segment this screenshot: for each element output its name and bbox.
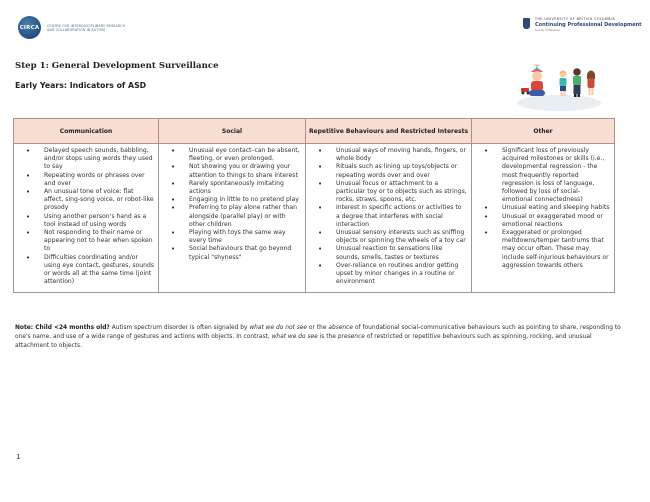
standing-child-girl-icon xyxy=(587,71,595,96)
list-item: • Unusual sensory interests such as sniffing objects or spinning the wheels of a toy car xyxy=(308,229,467,245)
social-cell xyxy=(159,144,306,293)
communication-cell xyxy=(14,144,159,293)
list-item: • Rituals such as lining up toys/objects or repeating words over and over xyxy=(308,163,467,179)
page-subtitle: Early Years: Indicators of ASD xyxy=(15,81,147,90)
note-text: or the xyxy=(307,325,329,331)
social-list xyxy=(161,147,301,262)
column-header-social: Social xyxy=(159,119,306,144)
list-item: • Playing with toys the same way every time xyxy=(161,229,301,245)
circa-line1: CENTRE FOR INTERDISCIPLINARY RESEARCH xyxy=(47,23,126,28)
list-item: • Unusual focus or attachment to a particular toy or to objects such as strings, rocks, straws, spoons, etc. xyxy=(308,180,467,205)
note-emphasis: absence xyxy=(328,325,354,331)
note-emphasis: what we do not see xyxy=(249,325,308,331)
list-item: • Difficulties coordinating and/or using eye contact, gestures, sounds or words all at the same time (joint attention) xyxy=(16,254,154,287)
note-label: Note: Child <24 months old? xyxy=(15,325,110,331)
list-item: • Significant loss of previously acquired milestones or skills (i.e., developmental regression - the most frequently reported regression is loss of language, followed by loss of social-emotional connectedness) xyxy=(474,147,610,204)
note-emphasis: presence xyxy=(337,334,365,341)
note-text: of foundational social-communicative behaviours such as pointing to share, responding to one's name, and use of a wide range of gestures and actions with objects. In contrast, xyxy=(15,325,621,341)
ubc-logo-text xyxy=(535,17,642,32)
other-list xyxy=(474,147,610,270)
repetitive-list xyxy=(308,147,467,286)
list-item: • Unusual or exaggerated mood or emotional reactions xyxy=(474,213,610,229)
note-emphasis: what we do see xyxy=(271,334,318,341)
communication-list xyxy=(16,147,154,286)
children-playing-illustration xyxy=(511,64,603,112)
list-item: • Unusual eye contact–can be absent, fleeting, or even prolonged. xyxy=(161,147,301,163)
list-item: • Social behaviours that go beyond typical "shyness" xyxy=(161,245,301,261)
list-item: • Over-reliance on routines and/or getting upset by minor changes in a routine or environment xyxy=(308,262,467,287)
circa-logo-block xyxy=(18,16,125,39)
asd-indicators-table xyxy=(13,118,615,293)
list-item: • Unusual reaction to sensations like sounds, smells, tastes or textures xyxy=(308,245,467,261)
list-item: • Unusual eating and sleeping habits xyxy=(474,204,610,212)
ubc-line3: Faculty of Medicine xyxy=(535,29,560,32)
list-item: • Not showing you or drawing your attention to things to share interest xyxy=(161,163,301,179)
ubc-line1: THE UNIVERSITY OF BRITISH COLUMBIA xyxy=(535,17,616,21)
list-item: • An unusual tone of voice: flat affect, sing-song voice, or robot-like prosody xyxy=(16,188,154,213)
note-paragraph xyxy=(15,324,627,352)
note-text: Autism spectrum disorder is often signaled by xyxy=(109,325,250,331)
ubc-logo-block xyxy=(523,17,642,32)
list-item: • Not responding to their name or appearing not to hear when spoken to xyxy=(16,229,154,254)
list-item: • Delayed speech sounds, babbling, and/or stops using words they used to say xyxy=(16,147,154,172)
standing-child-blue-icon xyxy=(560,71,567,97)
table-row xyxy=(14,144,615,293)
circa-logo-icon: CIRCA xyxy=(18,16,41,39)
page-number: 1 xyxy=(16,453,21,461)
ubc-line2: Continuing Professional Development xyxy=(535,22,642,28)
note-text: of restricted or repetitive behaviours such as spinning, rocking, and unusual attachment to objects. xyxy=(15,334,592,350)
other-cell xyxy=(472,144,615,293)
column-header-communication: Communication xyxy=(14,119,159,144)
page-title: Step 1: General Development Surveillance xyxy=(15,61,219,71)
list-item: • Rarely spontaneously imitating actions xyxy=(161,180,301,196)
circa-line2: AND COLLABORATION IN AUTISM xyxy=(47,27,105,32)
column-header-repetitive: Repetitive Behaviours and Restricted Interests xyxy=(306,119,472,144)
ubc-crest-icon xyxy=(523,18,530,29)
list-item: • Exaggerated or prolonged meltdowns/temper tantrums that may occur often. These may include self-injurious behaviours or aggression towards others xyxy=(474,229,610,270)
list-item: • Preferring to play alone rather than alongside (parallel play) or with other children xyxy=(161,204,301,229)
list-item: • Using another person's hand as a tool instead of using words xyxy=(16,213,154,229)
list-item: • Repeating words or phrases over and over xyxy=(16,172,154,188)
standing-child-green-icon xyxy=(573,68,581,97)
list-item: • Engaging in little to no pretend play xyxy=(161,196,301,204)
column-header-other: Other xyxy=(472,119,615,144)
repetitive-cell xyxy=(306,144,472,293)
floor-shadow xyxy=(517,95,601,111)
note-text: is the xyxy=(317,334,338,341)
list-item: • Interest in specific actions or activities to a degree that interferes with social interaction xyxy=(308,204,467,229)
table-header-row xyxy=(14,119,615,144)
list-item: • Unusual ways of moving hands, fingers, or whole body xyxy=(308,147,467,163)
sitting-child-icon xyxy=(521,65,545,96)
circa-logo-text xyxy=(47,24,125,32)
